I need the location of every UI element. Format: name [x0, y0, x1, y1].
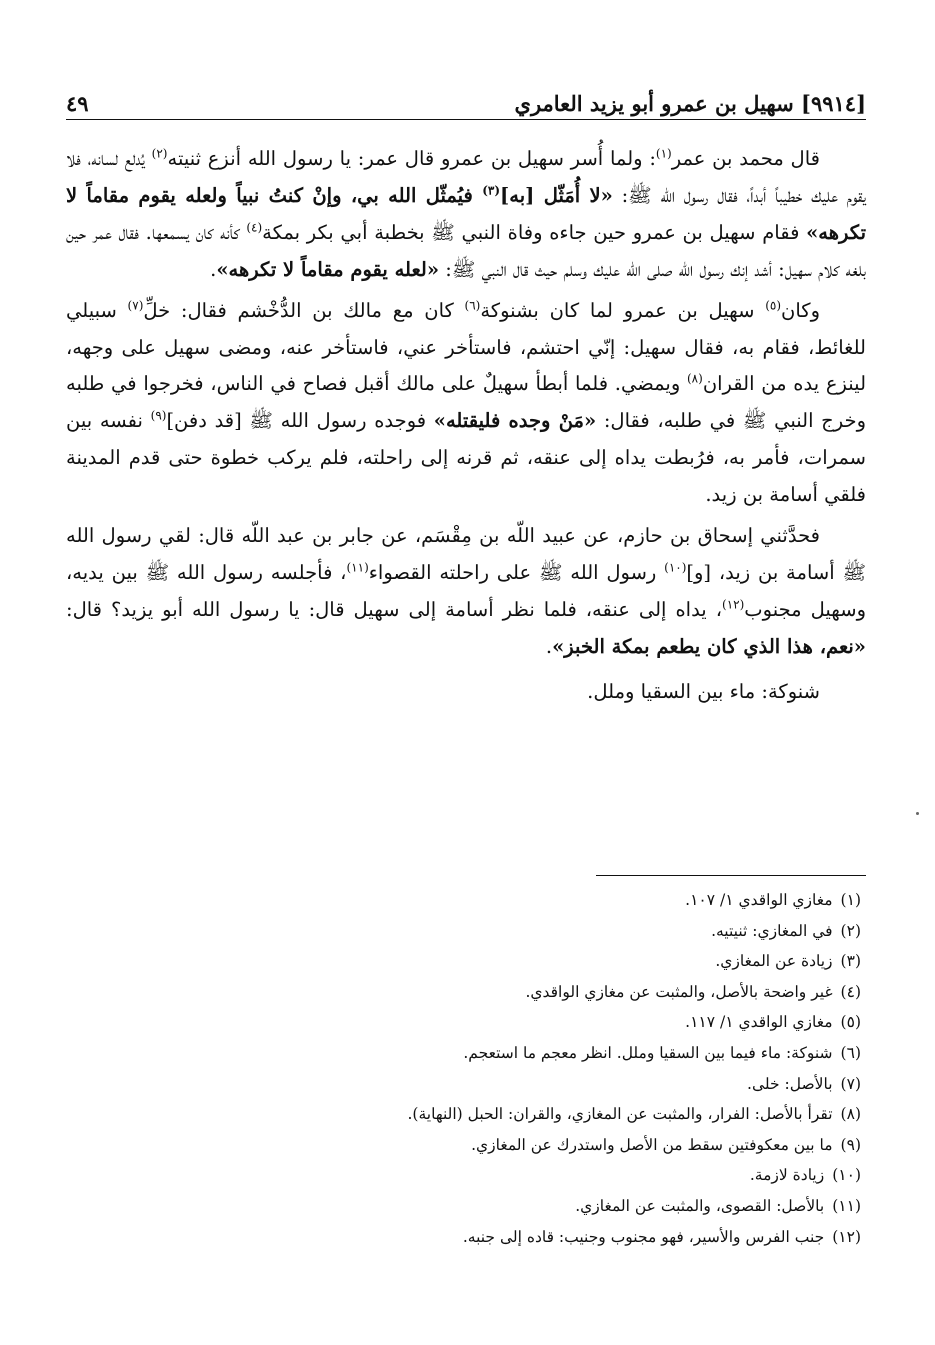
- footnote-number: (١): [840, 891, 861, 909]
- text-run: رسول الله ﷺ على راحلته القصواء: [368, 560, 665, 584]
- footnote-text: في المغازي: ثنيتيه.: [711, 921, 833, 940]
- footnote-item: [66, 1099, 861, 1130]
- footnote-item: [66, 977, 861, 1008]
- footnote-text: زيادة لازمة.: [749, 1166, 825, 1185]
- footnote-item: [66, 1222, 861, 1253]
- text-run: سهيل بن عمرو لما كان بشنوكة: [480, 298, 766, 322]
- footnote-ref: (١٢): [722, 597, 745, 612]
- footnote-number: (٧): [840, 1074, 861, 1093]
- running-title: [٩٩١٤] سهيل بن عمرو أبو يزيد العامري: [514, 91, 866, 116]
- footnote-ref: (٣): [482, 183, 501, 198]
- footnote-text: شنوكة: ماء فيما بين السقيا وملل. انظر معجم ما استعجم.: [463, 1043, 833, 1062]
- footnote-number: (٤): [840, 982, 861, 1001]
- page-header: [66, 84, 866, 116]
- text-run: يُدلع لسانه، فلا يقوم عليك خطيباً أبداً، فقال رسول الله ﷺ:: [66, 147, 866, 207]
- text-run: فحدَّثني إسحاق بن حازم، عن عبيد اللّه بن مِقْسَم، عن جابر بن عبد اللّه قال: لقي رسول الله ﷺ أسامة بن زيد، [و]: [66, 524, 866, 584]
- footnote-number: (٦): [840, 1043, 861, 1062]
- footnote-number: (١٠): [832, 1166, 861, 1185]
- footnote-text: ما بين معكوفتين سقط من الأصل واستدرك عن المغازي.: [471, 1135, 833, 1154]
- footnote-item: [66, 1130, 861, 1161]
- page-number: ٤٩: [66, 91, 89, 116]
- footnote-ref: (٦): [464, 298, 481, 313]
- footnote-separator: [596, 875, 866, 876]
- paragraph-2: [66, 293, 866, 514]
- hadith-quote: «لا أُمَثّل [به]: [500, 183, 613, 207]
- footnote-ref: (٢): [151, 146, 168, 161]
- hadith-quote: «نعم، هذا الذي كان يطعم بمكة الخبز»: [552, 634, 866, 658]
- footnote-text: جنب الفرس والأسير، فهو مجنوب وجنيب: قاده إلى جنبه.: [462, 1227, 825, 1246]
- footnote-number: (٣): [840, 952, 861, 971]
- text-run: سبيلي للغائط، فقام به، فقال سهيل: إنّي احتشم، فاستأخر عني، فاستأخر عنه، ومضى سهيل على وجهه، لينزع يده من القران: [66, 298, 867, 396]
- text-run: ، فأجلسه رسول الله ﷺ بين يديه، وسهيل مجنوب: [66, 560, 866, 621]
- main-text: [66, 141, 866, 711]
- header-rule: [66, 119, 866, 120]
- text-run: قال محمد بن عمر: [671, 147, 820, 170]
- footnote-number: (١١): [832, 1196, 861, 1215]
- paragraph-1: [66, 141, 866, 289]
- text-run: ويمضي. فلما أبطأ سهيلٌ على مالك أقبل فصاح في الناس، فخرجوا في طلبه وخرج النبي ﷺ في طلبه، فقال:: [66, 372, 866, 433]
- footnote-text: بالأصل: القصوى، والمثبت عن المغازي.: [575, 1196, 825, 1215]
- hadith-quote: فيُمثّل الله بي، وإنْ كنتُ نبياً ولعله يقوم مقاماً لا تكرهه»: [66, 183, 866, 244]
- footnote-item: [66, 916, 861, 947]
- footnote-text: غير واضحة بالأصل، والمثبت عن مغازي الواقدي.: [525, 982, 833, 1001]
- paragraph-3: [66, 518, 866, 666]
- text-run: نفسه بين سمرات، فأمر به، فرُبطت يداه إلى عنقه، ثم قرنه إلى راحلته، فلم يركب خطوة حتى قدم المدينة فلقي أسامة بن زيد.: [66, 409, 866, 507]
- footnote-ref: (٤): [246, 220, 263, 235]
- footnote-text: زيادة عن المغازي.: [715, 952, 833, 971]
- footnote-text: مغازي الواقدي ١/ ١٠٧.: [685, 891, 833, 909]
- footnote-item: [66, 1038, 861, 1069]
- footnote-item: [66, 1007, 861, 1038]
- paragraph-4: شنوكة: ماء بين السقيا وملل.: [587, 679, 820, 703]
- text-run: فوجده رسول الله ﷺ [قد دفن]: [166, 409, 434, 433]
- footnote-number: (٨): [840, 1105, 861, 1124]
- footnote-ref: (٧): [127, 298, 144, 313]
- hadith-quote: «لعله يقوم مقاماً لا تكرهه»: [216, 257, 440, 281]
- text-run: .: [545, 634, 553, 658]
- text-run: ، يداه إلى عنقه، فلما نظر أسامة إلى سهيل قال: يا رسول الله أبو يزيد؟ قال:: [66, 597, 723, 621]
- text-run: : ولما أُسر سهيل بن عمرو قال عمر: يا رسول الله أنزع ثنيته: [167, 147, 656, 170]
- footnote-item: [66, 1069, 861, 1100]
- footnote-item: [66, 1160, 861, 1191]
- text-run: كأنه كان يسمعها. فقال عمر حين بلغه كلام سهيل: أشد إنك رسول الله صلى الله عليك وسلم حيث قال النبي ﷺ:: [66, 220, 866, 281]
- footnote-ref: (١٠): [664, 560, 687, 575]
- scan-speck: [916, 812, 919, 815]
- footnote-text: مغازي الواقدي ١/ ١١٧.: [685, 1013, 833, 1032]
- footnote-text: بالأصل: خلى.: [747, 1074, 833, 1093]
- text-run: وكان: [781, 298, 821, 322]
- footnote-ref: (١١): [346, 560, 369, 575]
- footnote-text: تقرأ بالأصل: الفرار، والمثبت عن المغازي، والقران: الحبل (النهاية).: [407, 1105, 833, 1124]
- footnote-ref: (١): [655, 146, 672, 161]
- footnote-ref: (٨): [686, 371, 703, 386]
- footnote-number: (١٢): [832, 1227, 861, 1246]
- footnotes: [66, 885, 861, 1252]
- footnote-item: [66, 1191, 861, 1222]
- text-run: فقام سهيل بن عمرو حين جاءه وفاة النبي ﷺ بخطبة أبي بكر بمكة: [262, 220, 807, 244]
- text-run: .: [210, 257, 217, 281]
- footnote-number: (٢): [840, 921, 861, 940]
- hadith-quote: «مَنْ وجده فليقتله»: [433, 409, 597, 433]
- footnote-ref: (٩): [150, 408, 167, 423]
- footnote-item: [66, 946, 861, 977]
- footnote-number: (٩): [840, 1135, 861, 1154]
- text-run: كان مع مالك بن الدُّخْشم فقال: خلِّ: [143, 298, 465, 322]
- footnote-ref: (٥): [765, 298, 782, 313]
- footnote-number: (٥): [840, 1013, 861, 1032]
- footnote-item: [66, 885, 861, 916]
